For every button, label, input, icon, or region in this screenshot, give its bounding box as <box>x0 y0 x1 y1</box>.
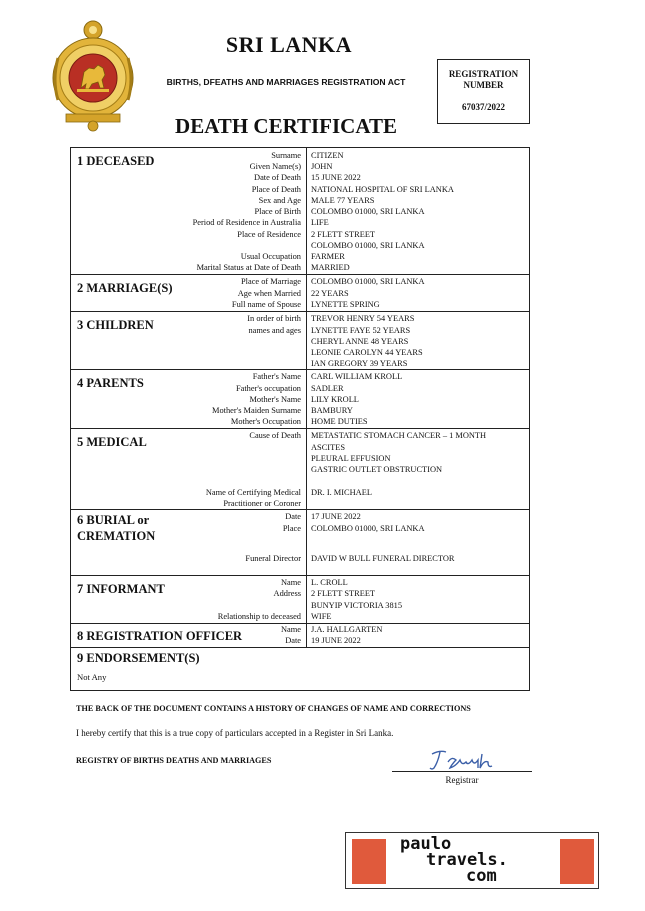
field-label: Practitioner or Coroner <box>223 499 301 508</box>
section-parents <box>71 370 529 429</box>
field-value: LYNETTE SPRING <box>311 300 380 309</box>
field-label: Address <box>273 589 301 598</box>
field-value: DR. I. MICHAEL <box>311 488 372 497</box>
section-endorsement <box>71 648 529 691</box>
watermark-text: paulo travels. com <box>386 836 560 886</box>
field-label: Mother's Name <box>249 395 301 404</box>
section-heading: 2 MARRIAGE(S) <box>77 281 173 295</box>
section-medical <box>71 429 529 510</box>
field-value: 2 FLETT STREET <box>311 230 376 239</box>
section-heading: 3 CHILDREN <box>77 318 154 332</box>
field-value: COLOMBO 01000, SRI LANKA <box>311 241 425 250</box>
field-label: Date of Death <box>254 173 301 182</box>
field-label: Father's occupation <box>235 384 301 393</box>
section-heading: 5 MEDICAL <box>77 435 147 449</box>
field-value: WIFE <box>311 612 332 621</box>
field-label: Funeral Director <box>245 554 301 563</box>
field-label: Sex and Age <box>258 196 301 205</box>
field-value: PLEURAL EFFUSION <box>311 454 391 463</box>
field-value: CARL WILLIAM KROLL <box>311 372 403 381</box>
field-value: LEONIE CAROLYN 44 YEARS <box>311 348 423 357</box>
section-heading: 6 BURIAL or <box>77 513 150 527</box>
section-heading: 8 REGISTRATION OFFICER <box>77 629 243 643</box>
registration-number: 67037/2022 <box>461 102 505 112</box>
field-value: 17 JUNE 2022 <box>311 512 361 521</box>
field-value: FARMER <box>311 252 345 261</box>
section-heading: CREMATION <box>77 529 156 543</box>
field-value: CHERYL ANNE 48 YEARS <box>311 337 409 346</box>
field-value: NATIONAL HOSPITAL OF SRI LANKA <box>311 185 454 194</box>
back-note: THE BACK OF THE DOCUMENT CONTAINS A HISTORY OF CHANGES OF NAME AND CORRECTIONS <box>76 704 471 713</box>
field-label: Father's Name <box>252 372 301 381</box>
field-label: Place of Death <box>251 185 301 194</box>
field-value: COLOMBO 01000, SRI LANKA <box>311 524 425 533</box>
field-value: L. CROLL <box>311 578 348 587</box>
registration-label: REGISTRATION NUMBER <box>448 69 519 90</box>
field-label: Date <box>285 512 301 521</box>
field-label: In order of birth <box>247 314 301 323</box>
field-label: Marital Status at Date of Death <box>196 263 301 272</box>
field-value: LIFE <box>311 218 329 227</box>
field-value: 22 YEARS <box>311 289 349 298</box>
field-label: Mother's Maiden Surname <box>212 406 301 415</box>
section-registration-officer <box>71 624 529 648</box>
field-label: Relationship to deceased <box>217 612 301 621</box>
field-value: JOHN <box>311 162 333 171</box>
endorsement-note: Not Any <box>77 672 107 682</box>
registrar-label: Registrar <box>445 775 479 785</box>
field-value: BUNYIP VICTORIA 3815 <box>311 601 403 610</box>
registry-name: REGISTRY OF BIRTHS DEATHS AND MARRIAGES <box>76 756 272 765</box>
field-value: J.A. HALLGARTEN <box>311 625 383 634</box>
field-label: Date <box>285 636 301 645</box>
field-value: IAN GREGORY 39 YEARS <box>311 359 408 368</box>
section-marriage <box>71 275 529 312</box>
field-value: MALE 77 YEARS <box>311 196 375 205</box>
section-informant <box>71 576 529 624</box>
field-value: LILY KROLL <box>311 395 359 404</box>
field-label: Place of Birth <box>254 207 301 216</box>
watermark-logo <box>345 832 599 889</box>
section-heading: 7 INFORMANT <box>77 582 165 596</box>
field-value: BAMBURY <box>311 406 353 415</box>
field-value: METASTATIC STOMACH CANCER – 1 MONTH <box>311 431 487 440</box>
field-value: DAVID W BULL FUNERAL DIRECTOR <box>311 554 455 563</box>
field-label: Place of Marriage <box>241 277 301 286</box>
section-heading: 9 ENDORSEMENT(S) <box>77 651 200 665</box>
field-value: COLOMBO 01000, SRI LANKA <box>311 277 425 286</box>
field-value: SADLER <box>311 384 344 393</box>
field-value: GASTRIC OUTLET OBSTRUCTION <box>311 465 443 474</box>
section-heading: 1 DECEASED <box>77 154 155 168</box>
field-value: ASCITES <box>311 443 345 452</box>
field-label: Full name of Spouse <box>231 300 301 309</box>
field-value: COLOMBO 01000, SRI LANKA <box>311 207 425 216</box>
field-label: Place <box>282 524 301 533</box>
field-label: Place of Residence <box>237 230 301 239</box>
field-label: Given Name(s) <box>249 162 301 171</box>
section-children <box>71 312 529 370</box>
field-label: Cause of Death <box>249 431 301 440</box>
section-heading: 4 PARENTS <box>77 376 144 390</box>
signature-line <box>392 771 532 772</box>
field-value: 2 FLETT STREET <box>311 589 376 598</box>
national-emblem-icon <box>48 10 138 134</box>
certification-statement: I hereby certify that this is a true copy of particulars accepted in a Register in Sri Lanka. <box>76 728 394 738</box>
act-title: BIRTHS, DFEATHS AND MARRIAGES REGISTRATION ACT <box>166 77 406 87</box>
section-burial <box>71 510 529 576</box>
field-value: TREVOR HENRY 54 YEARS <box>311 314 415 323</box>
field-label: Surname <box>271 151 301 160</box>
country-title: SRI LANKA <box>225 32 353 57</box>
field-label: Mother's Occupation <box>230 417 301 426</box>
field-value: HOME DUTIES <box>311 417 368 426</box>
field-label: Age when Married <box>237 289 301 298</box>
field-value: MARRIED <box>311 263 350 272</box>
field-label: Usual Occupation <box>240 252 301 261</box>
registration-number-box <box>437 59 530 124</box>
field-value: CITIZEN <box>311 151 344 160</box>
field-label: names and ages <box>248 326 301 335</box>
field-label: Period of Residence in Australia <box>192 218 301 227</box>
field-value: 15 JUNE 2022 <box>311 173 361 182</box>
field-value: LYNETTE FAYE 52 YEARS <box>311 326 411 335</box>
field-label: Name <box>281 625 301 634</box>
document-title: DEATH CERTIFICATE <box>175 114 397 138</box>
certificate-table <box>70 147 530 691</box>
field-label: Name of Certifying Medical <box>205 488 301 497</box>
field-label: Name <box>281 578 301 587</box>
field-value: 19 JUNE 2022 <box>311 636 361 645</box>
section-deceased <box>71 148 529 275</box>
